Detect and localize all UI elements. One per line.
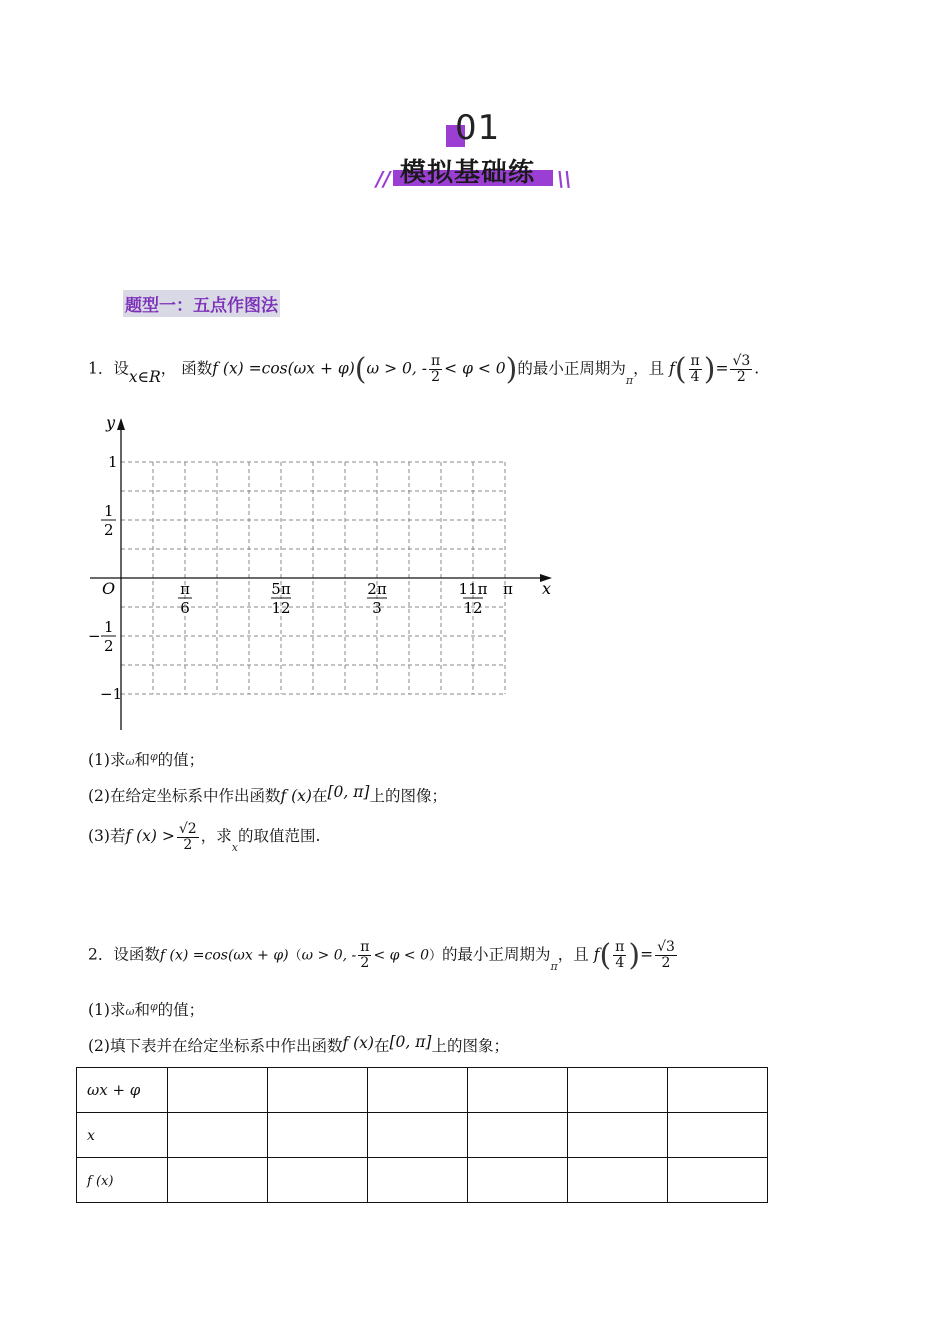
x-tick-label: 3 <box>372 599 382 617</box>
header-number: 01 <box>455 108 501 148</box>
x-tick-label: 5π <box>271 580 291 598</box>
q1-statement: 1．设x∈R， 函数f (x) =cos(ωx + φ)(ω > 0, - $\frac{\pi}{2}$ < φ < 0)的最小正周期为$_\pi$，且 f( $\frac{\pi}{4}$ )= $\frac{√3}{2}$ . <box>88 352 760 387</box>
table-cell[interactable] <box>168 1068 268 1113</box>
table-cell[interactable] <box>568 1158 668 1203</box>
table-row <box>77 1158 768 1203</box>
table-cell[interactable] <box>268 1158 368 1203</box>
table-cell[interactable] <box>568 1068 668 1113</box>
table-cell[interactable] <box>468 1113 568 1158</box>
table-cell[interactable] <box>368 1068 468 1113</box>
table-cell[interactable] <box>268 1068 368 1113</box>
page-title: 模拟基础练 <box>400 158 536 188</box>
q1-func-label: 函数 <box>181 359 213 378</box>
y-tick-label: 1 <box>104 502 114 520</box>
q2-fill-table <box>76 1067 768 1203</box>
x-tick-label: 12 <box>463 599 483 617</box>
section-title: 题型一：五点作图法 <box>123 290 280 317</box>
table-cell[interactable] <box>368 1158 468 1203</box>
q1-x-in-r: x∈R <box>128 367 161 386</box>
table-cell[interactable] <box>368 1113 468 1158</box>
x-tick-label: π <box>503 580 513 598</box>
q2-statement: 2．设函数f (x) =cos(ωx + φ)（ω > 0, - $\frac{\pi}{2}$ < φ < 0）的最小正周期为$_\pi$，且 f( $\frac{\pi}{4}$ )= $\frac{√3}{2}$ <box>88 938 675 973</box>
origin-label: O <box>102 579 116 598</box>
q1-number: 1．设 <box>88 359 129 378</box>
title-slash-right: \\ <box>557 167 572 191</box>
y-tick-sign: − <box>88 627 101 645</box>
q1-part-2: (2)在给定坐标系中作出函数f (x)在[0, π]上的图像； <box>88 783 447 805</box>
q2-number: 2．设函数 <box>88 945 160 964</box>
table-cell[interactable] <box>668 1068 768 1113</box>
x-tick-label: 12 <box>271 599 291 617</box>
y-axis-arrow <box>117 418 125 430</box>
q1-period-text: 的最小正周期为 <box>517 359 626 378</box>
y-tick-label: 1 <box>104 618 114 636</box>
x-tick-label: 6 <box>180 599 190 617</box>
q2-part-1: (1)求ω和$^\varphi$的值； <box>88 1000 205 1019</box>
table-row <box>77 1068 768 1113</box>
table-row <box>77 1113 768 1158</box>
table-cell[interactable] <box>668 1113 768 1158</box>
table-cell[interactable] <box>168 1158 268 1203</box>
x-tick-label: π <box>180 580 190 598</box>
table-cell[interactable] <box>268 1113 368 1158</box>
y-tick-label: −1 <box>100 685 123 703</box>
table-cell[interactable] <box>168 1113 268 1158</box>
x-axis-label: x <box>542 579 552 598</box>
table-row-label: x <box>77 1113 168 1158</box>
table-cell[interactable] <box>468 1158 568 1203</box>
y-axis-label: y <box>106 413 116 432</box>
table-cell[interactable] <box>568 1113 668 1158</box>
title-slash-left: // <box>376 167 391 191</box>
q1-part-3: (3)若f (x) > $\frac{√2}{2}$ ，求$_x$的取值范围. <box>88 821 321 855</box>
q1-part-1: (1)求ω和$^\varphi$的值； <box>88 750 205 769</box>
x-tick-label: 2π <box>367 580 387 598</box>
q1-func-expr: f (x) =cos(ωx + φ) <box>212 359 355 378</box>
q2-part-2: (2)填下表并在给定坐标系中作出函数f (x)在[0, π]上的图象； <box>88 1033 509 1055</box>
table-row-label: ωx + φ <box>77 1068 168 1113</box>
y-tick-label: 1 <box>108 453 118 471</box>
y-tick-label: 2 <box>104 637 114 655</box>
table-cell[interactable] <box>468 1068 568 1113</box>
q1-coordinate-grid <box>80 410 560 735</box>
y-tick-label: 2 <box>104 521 114 539</box>
x-tick-label: 11π <box>458 580 488 598</box>
table-row-label: f (x) <box>77 1158 168 1203</box>
table-cell[interactable] <box>668 1158 768 1203</box>
